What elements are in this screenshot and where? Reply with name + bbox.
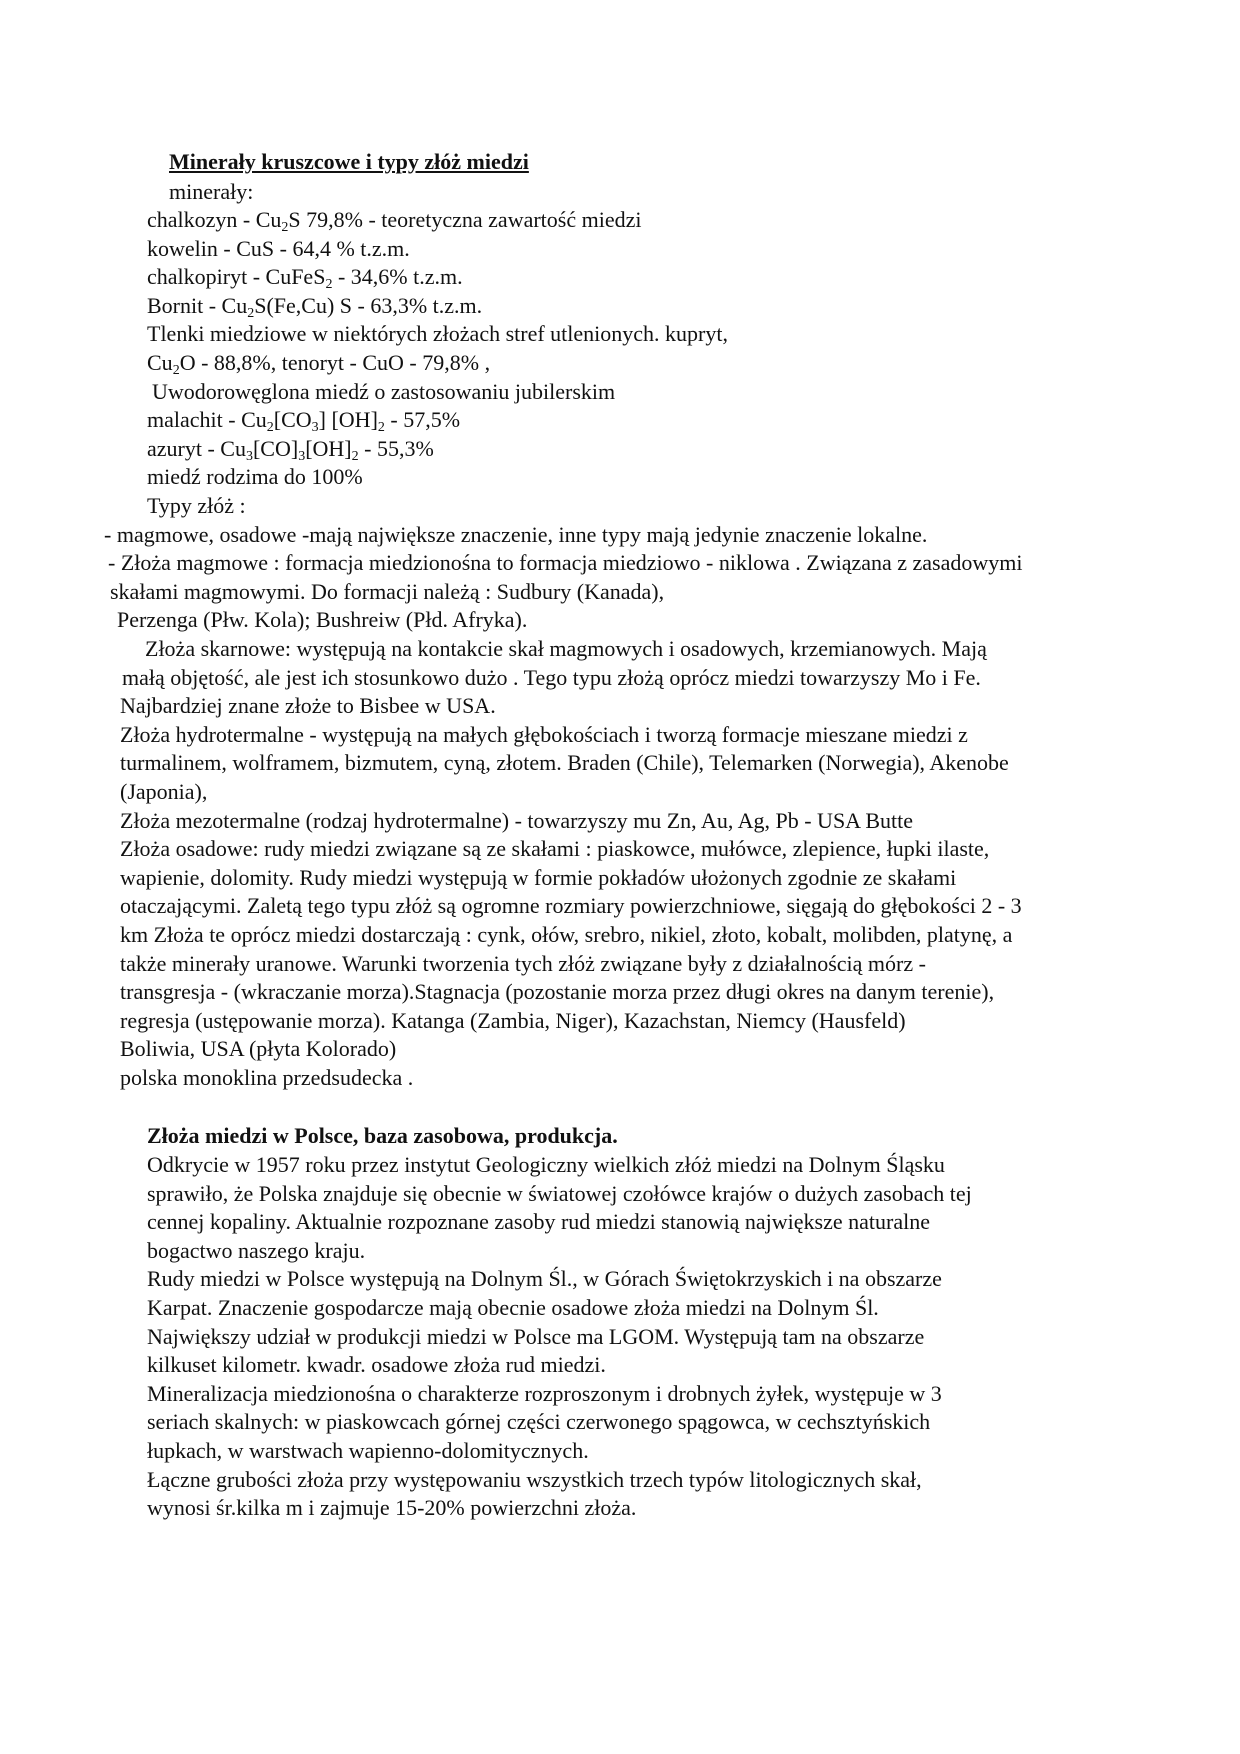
mineral-rodzima: miedź rodzima do 100% bbox=[147, 464, 363, 489]
mineral-chalkopiryt: chalkopiryt - CuFeS$_2$ - 34,6% t.z.m. bbox=[147, 264, 463, 292]
text-line: Łączne grubości złoża przy występowaniu wszystkich trzech typów litologicznych skał, bbox=[147, 1467, 922, 1492]
text-line: łupkach, w warstwach wapienno-dolomitycznych. bbox=[147, 1438, 589, 1463]
minerals-label: minerały: bbox=[169, 179, 254, 204]
text-line: Odkrycie w 1957 roku przez instytut Geologiczny wielkich złóż miedzi na Dolnym Śląsku bbox=[147, 1152, 945, 1177]
text-line: Złoża mezotermalne (rodzaj hydrotermalne) - towarzyszy mu Zn, Au, Ag, Pb - USA Butte bbox=[120, 808, 914, 833]
text-line: Boliwia, USA (płyta Kolorado) bbox=[120, 1036, 397, 1061]
mineral-azuryt: azuryt - $Cu_3[CO]_3[OH]_2 - 55,3\%$ bbox=[147, 436, 434, 464]
text-line: regresja (ustępowanie morza). Katanga (Zambia, Niger), Kazachstan, Niemcy (Hausfeld) bbox=[120, 1008, 906, 1033]
text-line: Największy udział w produkcji miedzi w Polsce ma LGOM. Występują tam na obszarze bbox=[147, 1324, 925, 1349]
text-line: - Złoża magmowe : formacja miedzionośna to formacja miedziowo - niklowa . Związana z zasadowymi bbox=[108, 550, 1023, 575]
mineral-kowelin: kowelin - CuS - 64,4 % t.z.m. bbox=[147, 236, 410, 261]
text-line: Złoża hydrotermalne - występują na małych głębokościach i tworzą formacje mieszane miedzi z bbox=[120, 722, 968, 747]
text-line: (Japonia), bbox=[120, 779, 208, 804]
text-line: turmalinem, wolframem, bizmutem, cyną, złotem. Braden (Chile), Telemarken (Norwegia), Akenobe bbox=[120, 750, 1009, 775]
text-line: wapienie, dolomity. Rudy miedzi występują w formie pokładów ułożonych zgodnie ze skałami bbox=[120, 865, 957, 890]
mineral-chalkozyn: chalkozyn - $Cu_2S$ 79,8% - teoretyczna zawartość miedzi bbox=[147, 207, 642, 235]
mineral-tlenki: Tlenki miedziowe w niektórych złożach stref utlenionych. kupryt, bbox=[147, 321, 728, 346]
text-line: - magmowe, osadowe -mają największe znaczenie, inne typy mają jedynie znaczenie lokalne. bbox=[104, 522, 928, 547]
types-label: Typy złóż : bbox=[147, 493, 246, 518]
mineral-uwodorowe: Uwodorowęglona miedź o zastosowaniu jubilerskim bbox=[152, 379, 616, 404]
text-line: Najbardziej znane złoże to Bisbee w USA. bbox=[120, 693, 496, 718]
text-line: kilkuset kilometr. kwadr. osadowe złoża rud miedzi. bbox=[147, 1352, 606, 1377]
text-line: sprawiło, że Polska znajduje się obecnie w światowej czołówce krajów o dużych zasobach tej bbox=[147, 1181, 972, 1206]
text-line: Mineralizacja miedzionośna o charakterze rozproszonym i drobnych żyłek, występuje w 3 bbox=[147, 1381, 942, 1406]
text-line: cennej kopaliny. Aktualnie rozpoznane zasoby rud miedzi stanowią największe naturalne bbox=[147, 1209, 930, 1234]
text-line: Złoża skarnowe: występują na kontakcie skał magmowych i osadowych, krzemianowych. Mają bbox=[145, 636, 987, 661]
section-title: Minerały kruszcowe i typy złóż miedzi bbox=[169, 149, 529, 174]
text-line: także minerały uranowe. Warunki tworzenia tych złóż związane były z działalnością mórz - bbox=[120, 951, 926, 976]
text-line: bogactwo naszego kraju. bbox=[147, 1238, 366, 1263]
text-line: wynosi śr.kilka m i zajmuje 15-20% powierzchni złoża. bbox=[147, 1495, 637, 1520]
text-line: km Złoża te oprócz miedzi dostarczają : cynk, ołów, srebro, nikiel, złoto, kobalt, molibden, platynę, a bbox=[120, 922, 1013, 947]
text-line: seriach skalnych: w piaskowcach górnej części czerwonego spągowca, w cechsztyńskich bbox=[147, 1409, 931, 1434]
mineral-bornit: Bornit - $Cu_2S(Fe,Cu)$ S - 63,3% t.z.m. bbox=[147, 293, 483, 321]
text-line: otaczającymi. Zaletą tego typu złóż są ogromne rozmiary powierzchniowe, sięgają do głębokości 2 - 3 bbox=[120, 893, 1022, 918]
mineral-cu2o: $Cu_2O - 88,8\%$, tenoryt - CuO - 79,8% , bbox=[147, 350, 491, 378]
text-line: Perzenga (Płw. Kola); Bushreiw (Płd. Afryka). bbox=[117, 607, 528, 632]
text-line: małą objętość, ale jest ich stosunkowo dużo . Tego typu złożą oprócz miedzi towarzyszy Mo i Fe. bbox=[122, 665, 981, 690]
section-heading: Złoża miedzi w Polsce, baza zasobowa, produkcja. bbox=[147, 1123, 618, 1148]
mineral-malachit: malachit - $Cu_2[CO_3]$ $[OH]_2 - 57,5\%$ bbox=[147, 407, 461, 435]
text-line: skałami magmowymi. Do formacji należą : Sudbury (Kanada), bbox=[110, 579, 665, 604]
text-line: polska monoklina przedsudecka . bbox=[120, 1065, 414, 1090]
text-line: Złoża osadowe: rudy miedzi związane są ze skałami : piaskowce, mułówce, zlepience, łupki ilaste, bbox=[120, 836, 990, 861]
text-line: transgresja - (wkraczanie morza).Stagnacja (pozostanie morza przez długi okres na danym terenie), bbox=[120, 979, 995, 1004]
text-line: Karpat. Znaczenie gospodarcze mają obecnie osadowe złoża miedzi na Dolnym Śl. bbox=[147, 1295, 879, 1320]
text-line: Rudy miedzi w Polsce występują na Dolnym Śl., w Górach Świętokrzyskich i na obszarze bbox=[147, 1266, 942, 1291]
